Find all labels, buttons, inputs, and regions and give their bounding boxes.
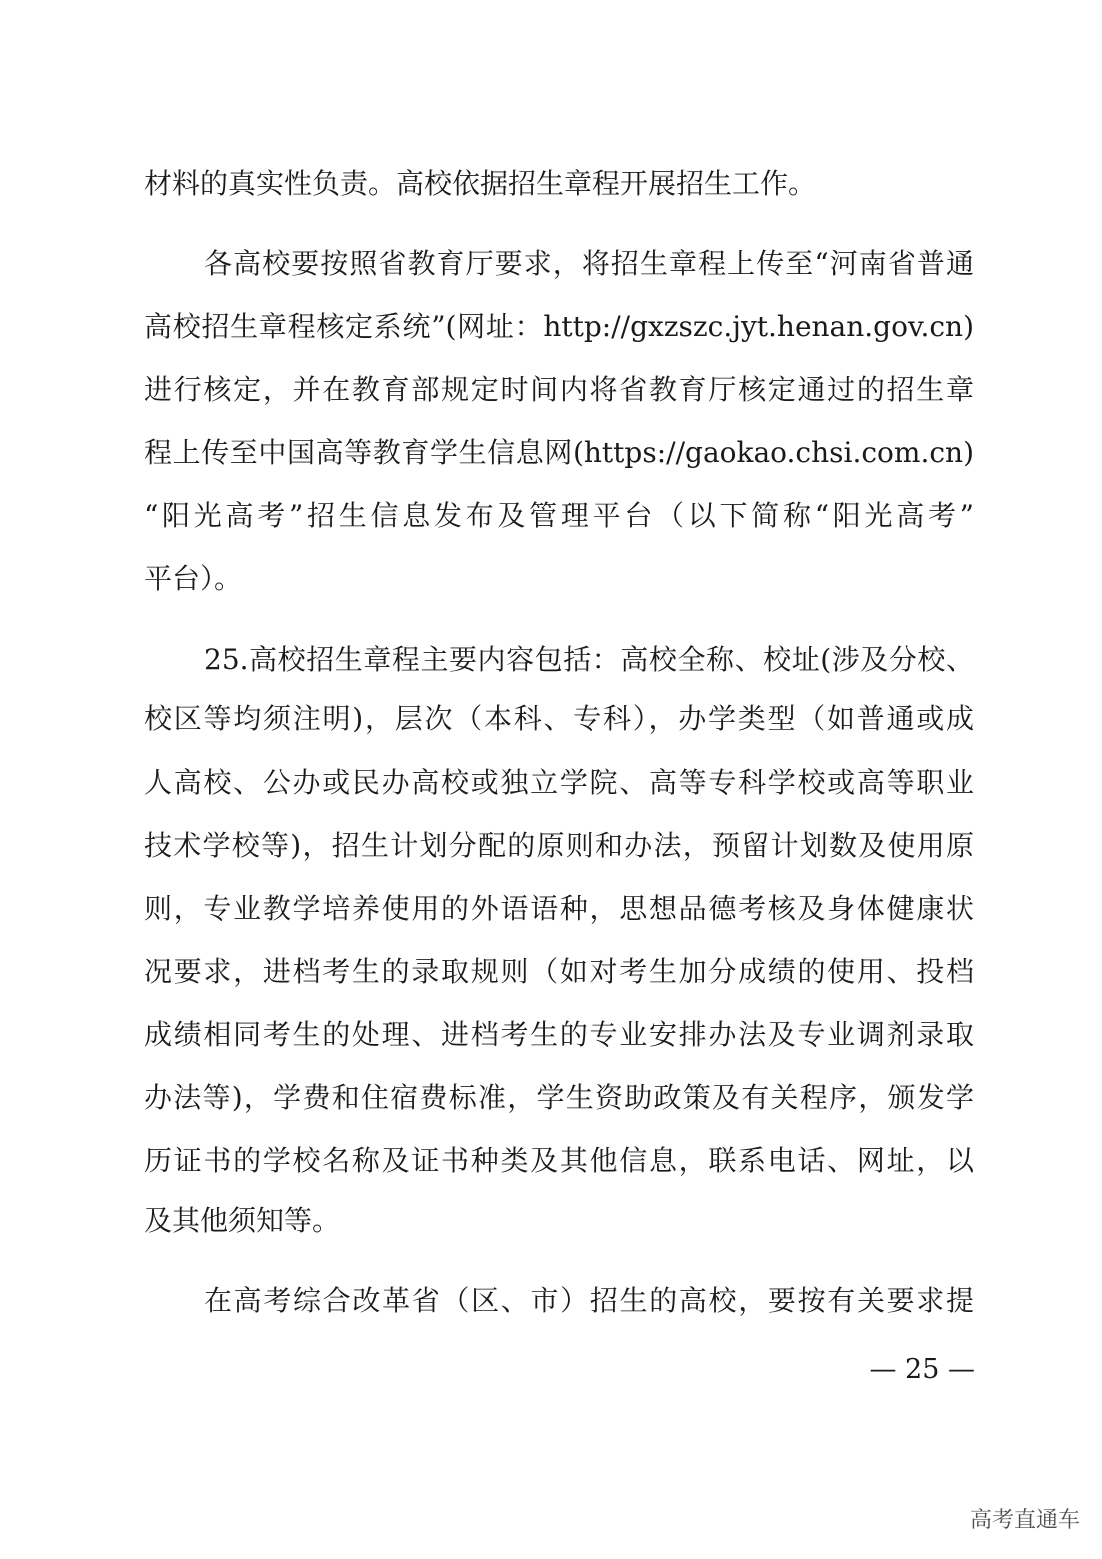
text-line-12: 则，专业教学培养使用的外语语种，思想品德考核及身体健康状	[144, 892, 974, 925]
watermark-text: 高考直通车	[969, 1508, 1080, 1533]
text-line-16: 历证书的学校名称及证书种类及其他信息，联系电话、网址，以	[144, 1144, 974, 1177]
text-line-5: 程上传至中国高等教育学生信息网(https://gaokao.chsi.com.cn)	[144, 436, 974, 469]
text-line-10: 人高校、公办或民办高校或独立学院、高等专科学校或高等职业	[144, 766, 974, 799]
text-line-13: 况要求，进档考生的录取规则（如对考生加分成绩的使用、投档	[144, 955, 974, 988]
text-line-18: 在高考综合改革省（区、市）招生的高校，要按有关要求提	[204, 1284, 974, 1317]
text-line-9: 校区等均须注明)，层次（本科、专科），办学类型（如普通或成	[144, 702, 974, 735]
text-line-4: 进行核定，并在教育部规定时间内将省教育厅核定通过的招生章	[144, 373, 974, 406]
text-line-3: 高校招生章程核定系统”(网址：http://gxzszc.jyt.henan.gov.cn)	[144, 310, 974, 343]
text-line-2: 各高校要按照省教育厅要求，将招生章程上传至“河南省普通	[204, 247, 974, 280]
text-line-15: 办法等)，学费和住宿费标准，学生资助政策及有关程序，颁发学	[144, 1081, 974, 1114]
text-line-14: 成绩相同考生的处理、进档考生的专业安排办法及专业调剂录取	[144, 1018, 974, 1051]
text-line-7: 平台）。	[144, 562, 243, 595]
text-line-17: 及其他须知等。	[144, 1204, 341, 1237]
text-line-8: 25.高校招生章程主要内容包括：高校全称、校址(涉及分校、	[204, 643, 974, 676]
text-line-6: “阳光高考”招生信息发布及管理平台（以下简称“阳光高考”	[144, 499, 974, 532]
text-line-11: 技术学校等)，招生计划分配的原则和办法，预留计划数及使用原	[144, 829, 974, 862]
page-number: — 25 —	[869, 1354, 975, 1385]
text-line-1: 材料的真实性负责。高校依据招生章程开展招生工作。	[144, 167, 817, 200]
